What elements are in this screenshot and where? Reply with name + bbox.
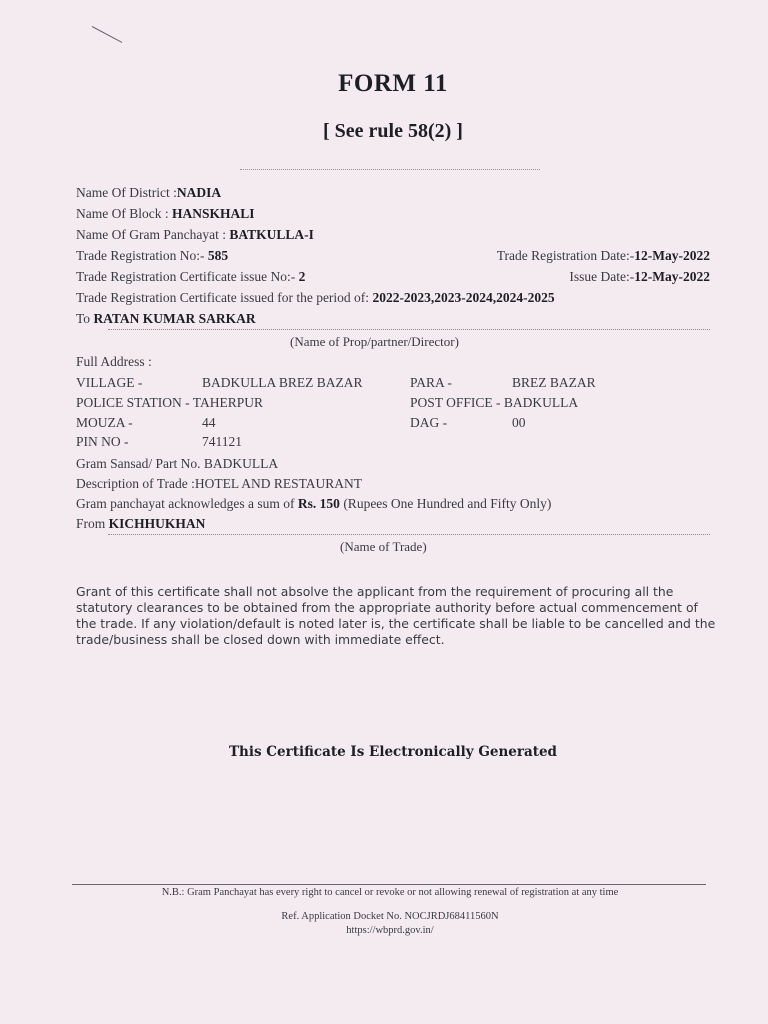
- post-office: POST OFFICE - BADKULLA: [410, 395, 579, 410]
- village-value: BADKULLA BREZ BAZAR: [202, 375, 363, 390]
- acknowledgement-row: [76, 496, 551, 512]
- title-divider: [240, 169, 540, 170]
- pin-value: 741121: [202, 434, 242, 449]
- period-row: [76, 290, 555, 306]
- dag-label: DAG -: [410, 415, 448, 430]
- panchayat-value: BATKULLA-I: [229, 227, 314, 242]
- to-row: [76, 311, 256, 327]
- to-label: To: [76, 311, 94, 326]
- mouza-value: 44: [202, 415, 216, 430]
- block-row: [76, 206, 255, 222]
- period-value: 2022-2023,2023-2024,2024-2025: [372, 290, 555, 305]
- trade-description: Description of Trade :HOTEL AND RESTAURANT: [76, 476, 363, 491]
- reg-date-row: [497, 248, 710, 264]
- footer-nb: N.B.: Gram Panchayat has every right to cancel or revoke or not allowing renewal of registration at any time: [161, 887, 619, 898]
- pen-mark: [92, 26, 122, 43]
- panchayat-row: [76, 227, 314, 243]
- para-value: BREZ BAZAR: [512, 375, 596, 390]
- village-label: VILLAGE -: [76, 375, 143, 390]
- from-value: KICHHUKHAN: [108, 516, 206, 531]
- trade-caption: (Name of Trade): [340, 539, 427, 554]
- issue-date-row: [569, 269, 710, 285]
- cert-no-label: Trade Registration Certificate issue No:-: [76, 269, 299, 284]
- district-row: [76, 185, 221, 201]
- to-value: RATAN KUMAR SARKAR: [93, 311, 256, 326]
- dag-value: 00: [512, 415, 526, 430]
- district-label: Name Of District :: [76, 185, 177, 200]
- form-title: FORM 11: [338, 70, 448, 97]
- prop-caption: (Name of Prop/partner/Director): [290, 334, 459, 349]
- issue-date-label: Issue Date:-: [569, 269, 635, 284]
- mouza-label: MOUZA -: [76, 415, 133, 430]
- reg-no-label: Trade Registration No:-: [76, 248, 208, 263]
- notice-paragraph: Grant of this certificate shall not absolve the applicant from the requirement of procuring all the statutory clearances to be obtained from the appropriate authority before actual commencement of the trade. If any violation/default is noted later is, the certificate shall be liable to be cancelled and the trade/business shall be closed down with immediate effect.: [76, 584, 716, 647]
- from-label: From: [76, 516, 109, 531]
- district-value: NADIA: [176, 185, 222, 200]
- footer-divider: [72, 884, 706, 885]
- footer-url[interactable]: https://wbprd.gov.in/: [346, 925, 434, 936]
- period-label: Trade Registration Certificate issued for the period of:: [76, 290, 373, 305]
- cert-no-value: 2: [298, 269, 306, 284]
- panchayat-label: Name Of Gram Panchayat :: [76, 227, 230, 242]
- ack-amount: Rs. 150: [297, 496, 340, 511]
- gram-sansad: Gram Sansad/ Part No. BADKULLA: [76, 456, 279, 471]
- block-label: Name Of Block :: [76, 206, 172, 221]
- trade-dotted-line: [108, 534, 710, 535]
- footer-ref: Ref. Application Docket No. NOCJRDJ68411560N: [281, 911, 499, 922]
- prop-dotted-line: [108, 329, 710, 330]
- cert-no-row: [76, 269, 305, 285]
- reg-no-row: [76, 248, 228, 264]
- pin-label: PIN NO -: [76, 434, 129, 449]
- electronic-note: This Certificate Is Electronically Generated: [229, 744, 557, 760]
- ack-prefix: Gram panchayat acknowledges a sum of: [76, 496, 298, 511]
- police-station: POLICE STATION - TAHERPUR: [76, 395, 263, 410]
- block-value: HANSKHALI: [171, 206, 255, 221]
- reg-date-label: Trade Registration Date:-: [496, 248, 635, 263]
- from-row: [76, 516, 205, 532]
- para-label: PARA -: [410, 375, 452, 390]
- form-subtitle: [ See rule 58(2) ]: [323, 120, 463, 142]
- reg-date-value: 12-May-2022: [634, 248, 710, 263]
- reg-no-value: 585: [207, 248, 229, 263]
- ack-suffix: (Rupees One Hundred and Fifty Only): [339, 496, 552, 511]
- issue-date-value: 12-May-2022: [634, 269, 710, 284]
- address-heading: Full Address :: [76, 354, 152, 369]
